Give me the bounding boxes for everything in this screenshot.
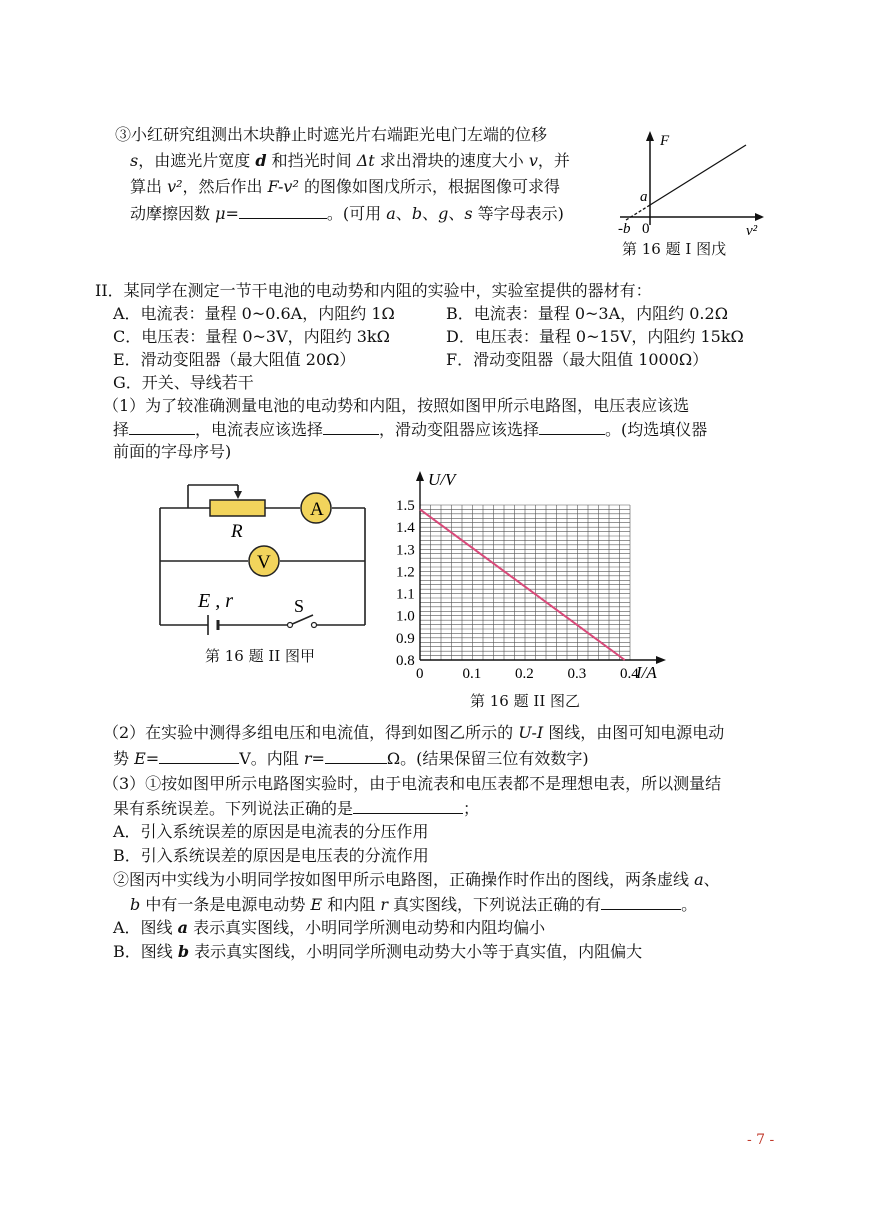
answer-blank-resistance[interactable]	[325, 745, 387, 764]
x-tick-label: 0.1	[462, 666, 482, 682]
q1-line2: 择 ，电流表应该选择 ，滑动变阻器应该选择 。(均选填仪器	[113, 416, 707, 443]
b-label: -b	[618, 221, 631, 237]
answer-blank-rheostat[interactable]	[539, 416, 605, 435]
rheostat-label: R	[231, 521, 243, 542]
switch-blade	[290, 615, 313, 625]
x-tick-label: 0.3	[567, 666, 587, 682]
ammeter-label: A	[310, 499, 324, 520]
answer-blank-emf[interactable]	[159, 745, 239, 764]
answer-blank-true-line[interactable]	[601, 891, 681, 910]
circuit-diagram	[150, 475, 380, 640]
f-axis-arrow-icon	[646, 131, 654, 141]
switch-label: S	[294, 596, 305, 616]
rheostat	[210, 500, 265, 516]
x-tick-label: 0	[416, 666, 424, 682]
q2-line1: （2）在实验中测得多组电压和电流值，得到如图乙所示的 U-I 图线，由图可知电源电动	[103, 723, 725, 742]
i-axis-arrow-icon	[656, 656, 666, 664]
circuit-caption: 第 16 题 II 图甲	[205, 647, 316, 665]
y-axis-label: U/V	[428, 470, 456, 489]
part2-intro: II．某同学在测定一节干电池的电动势和内阻的实验中，实验室提供的器材有：	[95, 281, 652, 300]
page-number: - 7 -	[747, 1132, 775, 1148]
option-b: B．电流表：量程 0~3A，内阻约 0.2Ω	[446, 304, 728, 323]
y-tick-label: 0.8	[396, 653, 415, 669]
y-tick-label: 1.3	[396, 542, 415, 559]
switch-contact	[312, 623, 317, 628]
q2-line2: 势 E= V。内阻 r= Ω。(结果保留三位有效数字)	[113, 745, 589, 772]
y-tick-label: 1.4	[396, 520, 415, 537]
x-axis-label: I/A	[636, 663, 657, 682]
answer-blank-error-source[interactable]	[353, 795, 463, 814]
answer-blank-mu[interactable]	[239, 200, 327, 219]
answer-blank-ammeter[interactable]	[323, 416, 379, 435]
answer-blank-voltmeter[interactable]	[129, 416, 195, 435]
q3b-line2: 果有系统误差。下列说法正确的是 ；	[113, 795, 479, 822]
f-v2-line	[650, 145, 746, 205]
a-label: a	[640, 189, 648, 205]
q1-line3: 前面的字母序号)	[113, 442, 232, 461]
q1-line1: （1）为了较准确测量电池的电动势和内阻，按照如图甲所示电路图，电压表应该选	[103, 396, 690, 415]
u-axis-arrow-icon	[416, 471, 424, 481]
option-a: A．电流表：量程 0~0.6A，内阻约 1Ω	[113, 304, 395, 323]
q3b-option-a: A．引入系统误差的原因是电流表的分压作用	[113, 822, 429, 841]
v2-axis-arrow-icon	[755, 213, 764, 221]
x-tick-label: 0.2	[515, 666, 534, 682]
q3b-line3: ②图丙中实线为小明同学按如图甲所示电路图，正确操作时作出的图线，两条虚线 a、	[113, 870, 720, 889]
y-tick-label: 1.1	[396, 586, 415, 603]
y-tick-label: 1.5	[396, 498, 415, 514]
voltmeter-label: V	[257, 552, 271, 573]
option-d: D．电压表：量程 0~15V，内阻约 15kΩ	[446, 327, 744, 346]
figure-wu	[610, 125, 770, 240]
y-tick-label: 0.9	[396, 630, 415, 647]
q3b-option-b2: B．图线 b 表示真实图线，小明同学所测电动势大小等于真实值，内阻偏大	[113, 942, 643, 961]
figure-wu-caption: 第 16 题 I 图戊	[622, 240, 727, 258]
ui-chart	[380, 465, 690, 695]
q3b-line1: （3）①按如图甲所示电路图实验时，由于电流表和电压表都不是理想电表，所以测量结	[103, 774, 722, 793]
y-tick-label: 1.0	[396, 608, 415, 625]
option-e: E．滑动变阻器（最大阻值 20Ω）	[113, 350, 356, 369]
chart-caption: 第 16 题 II 图乙	[470, 692, 581, 710]
q3-line3: 算出 v²，然后作出 F-v² 的图像如图戊所示，根据图像可求得	[130, 177, 560, 196]
battery-label: E , r	[198, 590, 233, 612]
q3b-line4: b 中有一条是电源电动势 E 和内阻 r 真实图线，下列说法正确的有 。	[130, 891, 697, 918]
slider-arrow-icon	[234, 491, 242, 499]
switch-contact	[288, 623, 293, 628]
q3b-option-a2: A．图线 a 表示真实图线，小明同学所测电动势和内阻均偏小	[113, 918, 546, 937]
y-tick-label: 1.2	[396, 564, 415, 581]
q3-line1: ③小红研究组测出木块静止时遮光片右端距光电门左端的位移	[115, 125, 548, 144]
v2-axis-label: v²	[746, 223, 758, 239]
option-g: G．开关、导线若干	[113, 373, 254, 392]
x-tick-label: 0.4	[620, 666, 639, 682]
f-axis-label: F	[660, 133, 670, 149]
option-f: F．滑动变阻器（最大阻值 1000Ω）	[446, 350, 709, 369]
option-c: C．电压表：量程 0~3V，内阻约 3kΩ	[113, 327, 390, 346]
q3b-option-b: B．引入系统误差的原因是电压表的分流作用	[113, 846, 429, 865]
origin-label: 0	[642, 221, 650, 237]
q3-line2: s，由遮光片宽度 d 和挡光时间 Δt 求出滑块的速度大小 v，并	[130, 151, 570, 170]
q3-line4: 动摩擦因数 μ= 。(可用 a、b、g、s 等字母表示)	[130, 200, 564, 227]
